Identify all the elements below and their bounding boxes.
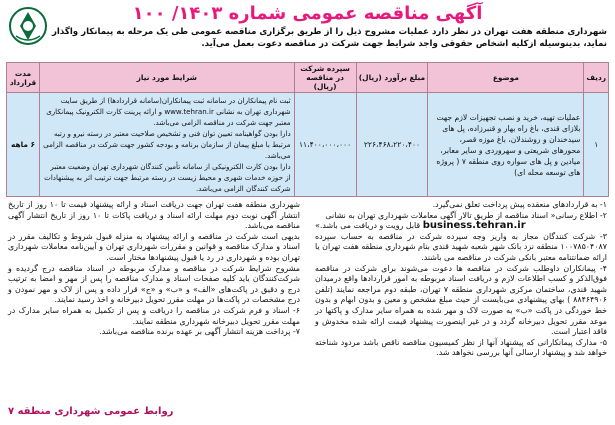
row-subject: عملیات تهیه، خرید و نصب تجهیزات لازم جهت بلازای قندی، باغ راه بهار و قنبرزاده، پل های سیدخندان و روشندلان، باغ موزه قصر، محورهای شریعتی و سهروردی و سایر معابر، میادین و پل های سواره روی منطقه ۷ ( پروژه های توسعه محله ای) [428, 93, 584, 197]
notice-number: شماره ۱۴۰۳/ ۱۰۰ [132, 3, 287, 24]
municipality-logo [8, 6, 48, 46]
row-estimate: ۲۲۶،۴۶۸،۲۲۰،۴۰۰ [356, 93, 428, 197]
business-site-link[interactable]: business.tehran.ir [422, 220, 526, 232]
note-4: ۴- پیمانکاران داوطلب شرکت در مناقصه ها دعوت می‌شوند برای شرکت در مناقصه فوق‌الذکر و کسب اطلاعات لازم و دریافت اسناد مربوطه به امور قراردادها واقع درمیدان شهید قندی، ساختمان مرکزی شهرداری منطقه ۷ تهران، طبقه دوم مراجعه نمایند (تلفن ۸۸۴۶۴۹۰۶ ) بهای پیشنهادی می‌بایست از حیث مبلغ مشخص و معین و بدون ابهام و بدون خط خوردگی در پاکت «ب» به صورت لاک و مهر شده به همراه سایر مدارک و پاکتها در موعد مقرر تحویل دبیرخانه گردد و در غیر اینصورت پیشنهاد قیمت ارائه شده مخدوش و فاقد اعتبار است. [315, 263, 607, 337]
table-row [7, 93, 609, 197]
header-duration: مدت قرارداد [7, 63, 40, 93]
notice-title [120, 2, 495, 26]
note-2-link-row [315, 221, 607, 232]
title-text: آگهی مناقصه عمومی [292, 3, 483, 24]
note-7: ۷- پرداخت هزینه انتشار آگهی بر عهده برنده مناقصه می‌باشد. [99, 327, 300, 337]
header-conditions: شرایط مورد نیاز [40, 63, 295, 93]
row-conditions [40, 93, 295, 197]
header-deposit: سپرده شرکت در مناقصه (ریال) [294, 63, 356, 93]
tender-table [6, 62, 609, 197]
note-left-2: بدیهی است شرکت در مناقصه و ارائه پیشنهاد به منزله قبول شروط و تکالیف مقرر در اسناد و مدارک مناقصه و قوانین و مقررات شهرداری تهران و آیین‌نامه معاملات شهرداری تهران بوده و شهرداری در رد یا قبول پیشنهادها مختار است. [8, 231, 300, 262]
header-estimate: مبلغ برآورد (ریال) [356, 63, 428, 93]
intro-text: در نظر دارد عملیات مشروح ذیل را از طریق برگزاری مناقصه عمومی طی یک مرحله به پیمانکار واگذار نماید، بدینوسیله ازکلیه اشخاص حقوقی واجد شرایط جهت شرکت در مناقصه دعوت بعمل می‌آید. [51, 27, 607, 49]
note-2: ۲- اطلاع رسانی« اسناد مناقصه از طریق تالار آگهی معاملات شهرداری تهران به نشانی [325, 210, 607, 220]
note-6: ۶- اسناد و فرم شرکت در مناقصه را دریافت و پس از تکمیل به همراه سایر مدارک در مهلت مقرر تحویل دبیرخانه شهرداری منطقه نمایند. [8, 305, 300, 326]
note-left-1: شهرداری منطقه هفت تهران جهت دریافت اسناد و ارائه پیشنهاد قیمت تا ۱۰ روز از تاریخ انتشار آگهی نوبت دوم مهلت ارائه اسناد و دریافت پاکات تا ۱۰ روز از تاریخ انتشار آگهی مناقصه می‌باشد. [8, 200, 300, 231]
notes-left-column [8, 200, 300, 338]
note-3: ۳- شرکت کنندگان مجاز به واریز وجه سپرده شرکت در مناقصه به حساب سپرده ۱۰۰۷۸۵۰۴۰۸۷ منطقه نزد بانک شهر شعبه شهید قندی بنام شهرداری منطقه هفت تهران یا ارائه ضمانتنامه معتبر بانکی شرکت در مناقصه می باشند. [315, 231, 607, 262]
note-1: ۱- به قراردادهای منعقده پیش پرداخت تعلق نمی‌گیرد. [432, 200, 607, 209]
row-number: ۱ [584, 93, 609, 197]
note-5: ۵- مدارک پیمانکارانی که پیشنهاد آنها از نظر کمیسیون مناقصه ناقص باشد مردود شناخته خواهد شد و پیشنهاد ارسالی آنها بررسی نخواهد شد. [315, 337, 607, 358]
organization-name: شهرداری منطقه هفت تهران [484, 27, 607, 37]
condition-3: دارا بودن کارت الکترونیکی از سامانه تأمین کنندگان شهرداری تهران وضعیت معتبر از حوزه خدمات شهری و محیط زیست در رسته مرتبط جهت ترتیب اثر به پیشنهادات شرکت کنندگان الزامی می‌باشد. [44, 162, 291, 193]
table-header-row [7, 63, 609, 93]
intro-paragraph [52, 26, 607, 50]
header-row-number: ردیف [584, 63, 609, 93]
note-2-tail: قابل رویت و دریافت می باشد.» [315, 221, 421, 231]
condition-1: ثبت نام پیمانکاران در سامانه ثبت پیمانکاران(سامانه قراردادها) از طریق سایت شهرداری تهران به نشانی www.tehran.ir و ارائه پرینت کارت الکترونیک پیمانکاری معتبر جهت شرکت در مناقصه الزامی می‌باشد. [46, 96, 291, 127]
public-relations-signature: روابط عمومی شهرداری منطقه ۷ [8, 406, 174, 417]
condition-2: دارا بودن گواهینامه تعیین توان فنی و تشخیص صلاحیت معتبر در رسته نیرو و رتبه مرتبط با مبلغ پیمان از سازمان برنامه و بودجه کشور جهت شرکت در مناقصه الزامی می‌باشد. [43, 129, 291, 160]
row-deposit: ۱۱،۴۰۰،۰۰۰،۰۰۰ [294, 93, 356, 197]
note-left-3: مشروح شرایط شرکت در مناقصه و مدارک مربوطه در اسناد مناقصه درج گردیده و شرکت‌کنندگان باید کلیه صفحات اسناد و مدارک مناقصه را پس از مهر و امضا به ترتیب درج و دقیق در پاکت‌های «الف» و «ب» و «ج» قرار داده و پس از لاک و مهر نمودن و درج مشخصات در پاکت‌ها در مهلت مقرر تحویل دبیرخانه و اخذ رسید نمایند. [8, 263, 300, 305]
header-subject: موضوع [428, 63, 584, 93]
row-duration: ۶ ماهه [7, 93, 40, 197]
notes-right-column [315, 200, 607, 359]
